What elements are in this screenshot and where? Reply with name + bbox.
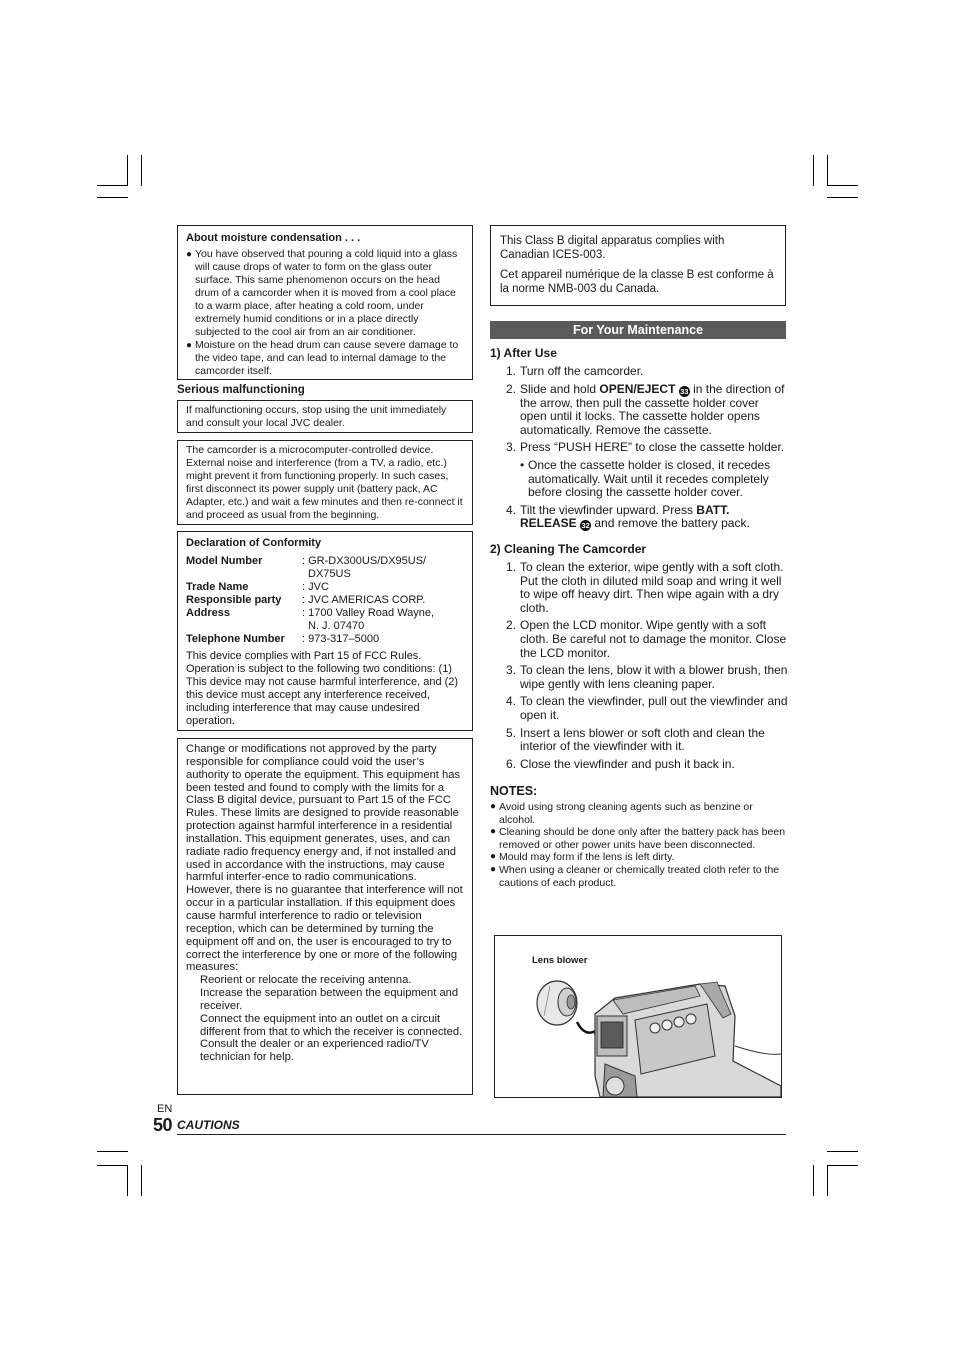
microcomputer-box: The camcorder is a microcomputer-controlled device. External noise and interference (from a TV, a radio, etc.) might prevent it from functioning properly. In such cases, first disconnect its power supply unit (battery pack, AC Adapter, etc.) and wait a few minutes and then re-connect it and proceed as usual from the beginning.	[177, 440, 473, 525]
list-item: Connect the equipment into an outlet on a circuit different from that to which the receiver is connected.	[200, 1012, 463, 1038]
list-item: 4. Tilt the viewfinder upward. Press BATT. RELEASE 32 and remove the battery pack.	[506, 502, 750, 531]
list-item: ● Cleaning should be done only after the battery pack has been removed or other power units have been disconnected.	[490, 826, 786, 851]
notes-heading: NOTES:	[490, 784, 538, 798]
list-item: ● Moisture on the head drum can cause severe damage to the video tape, and can lead to internal damage to the camcorder itself.	[186, 339, 459, 377]
malfunction-heading: Serious malfunctioning	[177, 384, 305, 396]
list-item: 1. Turn off the camcorder.	[506, 364, 644, 378]
cleaning-heading: 2) Cleaning The Camcorder	[490, 542, 647, 556]
table-row: Responsible party : JVC AMERICAS CORP.	[186, 594, 426, 606]
declaration-title: Declaration of Conformity	[186, 537, 322, 549]
button-number-badge: 33	[680, 386, 689, 396]
canada-box	[490, 225, 786, 306]
table-row: Trade Name : JVC	[186, 581, 329, 593]
list-item: 6. Close the viewfinder and push it back in.	[506, 756, 735, 771]
list-item: 5. Insert a lens blower or soft cloth and clean the interior of the viewfinder with it.	[506, 725, 765, 754]
list-item: Reorient or relocate the receiving antenna.	[200, 974, 412, 987]
table-row: Model Number : GR-DX300US/DX95US/ DX75US	[186, 555, 427, 580]
list-item: ● Avoid using strong cleaning agents such as benzine or alcohol.	[490, 801, 753, 826]
list-item: ● Mould may form if the lens is left dirty.	[490, 851, 675, 864]
fcc-box	[177, 738, 473, 1095]
after-use-steps	[506, 365, 788, 535]
notes-list	[490, 801, 786, 889]
list-item: 3. Press “PUSH HERE” to close the cassette holder.	[506, 440, 785, 455]
compliance-text: This device complies with Part 15 of FCC Rules. Operation is subject to the following two conditions: (1) This device may not cause harmful interference, and (2) this device must accept any interference received, including interference that may cause undesired operation.	[186, 650, 459, 727]
malfunction-box: If malfunctioning occurs, stop using the unit immediately and consult your local JVC dealer.	[177, 400, 473, 433]
list-item: Consult the dealer or an experienced radio/TV technician for help.	[200, 1038, 429, 1064]
list-item: 2. Slide and hold OPEN/EJECT 33 in the direction of the arrow, then pull the cassette holder cover open until it locks. The cassette holder opens automatically. Remove the cassette.	[506, 381, 785, 437]
table-row: Address : 1700 Valley Road Wayne, N. J. 07470	[186, 607, 435, 632]
moisture-box	[177, 225, 473, 380]
section-name: CAUTIONS	[177, 1118, 240, 1132]
list-item: ● You have observed that pouring a cold liquid into a glass will cause drops of water to form on the glass outer surface. This same phenomenon occurs on the head drum of a camcorder when it is moved from a cool place to a warm place, after heating a cold room, under extremely humid conditions or in a place directly subjected to the cool air from an air conditioner.	[186, 248, 458, 338]
list-item: 3. To clean the lens, blow it with a blower brush, then wipe gently with lens cleaning paper.	[506, 663, 788, 691]
list-item: 2. Open the LCD monitor. Wipe gently with a soft cloth. Be careful not to damage the monitor. Close the LCD monitor.	[506, 618, 787, 660]
camcorder-icon	[595, 982, 781, 1097]
list-item: • Once the cassette holder is closed, it recedes automatically. Wait until it recedes completely before closing the cassette holder cover.	[520, 457, 771, 500]
list-item: 4. To clean the viewfinder, pull out the viewfinder and open it.	[506, 694, 788, 722]
figure-label: Lens blower	[532, 955, 588, 966]
list-item: 1. To clean the exterior, wipe gently with a soft cloth. Put the cloth in diluted mild soap and wring it well to wipe off heavy dirt. Then wipe again with a dry cloth.	[506, 560, 784, 615]
lens-blower-figure	[494, 935, 782, 1098]
table-row: Telephone Number : 973-317–5000	[186, 633, 380, 645]
list-item: Increase the separation between the equipment and receiver.	[200, 987, 459, 1012]
cleaning-steps	[506, 561, 788, 775]
list-item: ● When using a cleaner or chemically treated cloth refer to the cautions of each product.	[490, 863, 780, 889]
language-label: EN	[157, 1103, 173, 1115]
page-number: 50	[153, 1115, 173, 1135]
after-use-heading: 1) After Use	[490, 346, 557, 360]
canada-en: This Class B digital apparatus complies with Canadian ICES-003.	[500, 235, 725, 261]
declaration-box	[177, 531, 473, 731]
button-number-badge: 32	[581, 521, 590, 531]
fcc-text: Change or modifications not approved by the party responsible for compliance could void the user’s authority to operate the equipment. This equipment has been tested and found to comply with the limits for a Class B digital device, pursuant to Part 15 of the FCC Rules. These limits are designed to provide reasonable protection against harmful interference in a residential installation. This equipment generates, uses, and can radiate radio frequency energy and, if not installed and used in accordance with the instructions, may cause harmful interfer-ence to radio communications. However, there is no guarantee that interference will not occur in a particular installation. If this equipment does cause harmful interference to radio or television reception, which can be determined by turning the equipment off and on, the user is encouraged to try to correct the interference by one or more of the following measures:	[186, 743, 463, 974]
camcorder-illustration	[495, 936, 781, 1097]
canada-fr: Cet appareil numérique de la classe B est conforme à la norme NMB-003 du Canada.	[500, 269, 774, 295]
moisture-title: About moisture condensation . . .	[186, 232, 361, 244]
fcc-measures	[186, 974, 464, 1064]
lens-blower-icon	[537, 981, 577, 1025]
footer-rule	[177, 1134, 786, 1135]
maintenance-banner: For Your Maintenance	[490, 321, 786, 339]
